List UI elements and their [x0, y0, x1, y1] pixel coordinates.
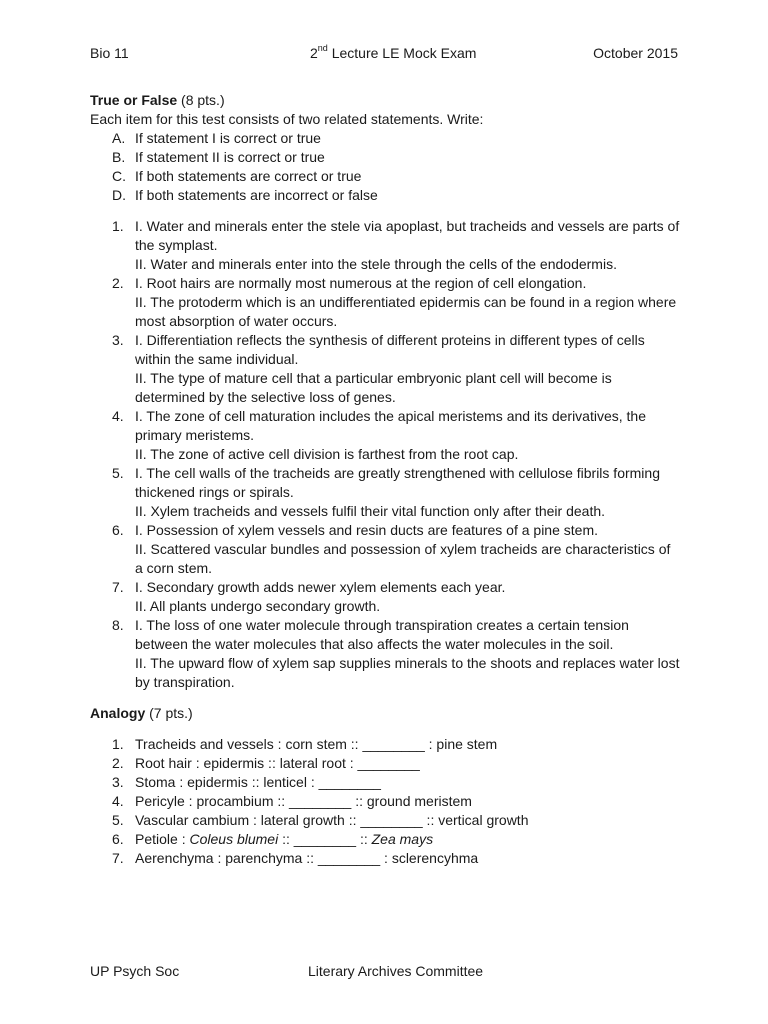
committee-name: Literary Archives Committee — [308, 963, 484, 979]
analogy-item: 5. Vascular cambium : lateral growth :: ________ :: vertical growth — [112, 812, 529, 828]
answer-choices — [90, 129, 682, 205]
page-header — [90, 44, 678, 64]
analogy-item: 1. Tracheids and vessels : corn stem :: ________ : pine stem — [112, 736, 498, 752]
question-item: 8. I. The loss of one water molecule through transpiration creates a certain tension between the water molecules that also affects the water molecules in the soil. II. The upward flow of xylem sap supplies minerals to the shoots and replaces water lost by transpiration. — [112, 617, 680, 690]
exam-date: October 2015 — [593, 45, 678, 61]
analogy-item: 6. Petiole : Coleus blumei :: ________ :: Zea mays — [112, 831, 434, 847]
analogy-item: 7. Aerenchyma : parenchyma :: ________ : sclerencyhma — [112, 850, 479, 866]
question-item: 5. I. The cell walls of the tracheids are greatly strengthened with cellulose fibrils forming thickened rings or spirals. II. Xylem tracheids and vessels fulfil their vital function only after their death. — [112, 465, 660, 519]
choice-item: B. If statement II is correct or true — [112, 149, 325, 165]
choice-item: D. If both statements are incorrect or false — [112, 187, 378, 203]
true-false-items — [90, 217, 682, 692]
question-item: 1. I. Water and minerals enter the stele via apoplast, but tracheids and vessels are parts of the symplast. II. Water and minerals enter into the stele through the cells of the endodermis. — [112, 218, 680, 272]
choice-item: C. If both statements are correct or true — [112, 168, 362, 184]
question-item: 6. I. Possession of xylem vessels and resin ducts are features of a pine stem. II. Scattered vascular bundles and possession of xylem tracheids are characteristics of a corn stem. — [112, 522, 671, 576]
course-code: Bio 11 — [90, 45, 129, 61]
true-false-instructions: Each item for this test consists of two related statements. Write: — [90, 111, 484, 127]
organization-name: UP Psych Soc — [90, 963, 180, 979]
page-footer — [90, 962, 678, 982]
true-false-heading: True or False (8 pts.) — [90, 92, 225, 108]
analogy-item: 3. Stoma : epidermis :: lenticel : ________ — [112, 774, 381, 790]
analogy-heading: Analogy (7 pts.) — [90, 705, 193, 721]
question-item: 7. I. Secondary growth adds newer xylem elements each year. II. All plants undergo secondary growth. — [112, 579, 506, 614]
analogy-items — [90, 735, 682, 868]
exam-body — [90, 91, 682, 868]
question-item: 3. I. Differentiation reflects the synthesis of different proteins in different types of cells within the same individual. II. The type of mature cell that a particular embryonic plant cell will become is determined by the selective loss of genes. — [112, 332, 645, 405]
question-item: 4. I. The zone of cell maturation includes the apical meristems and its derivatives, the primary meristems. II. The zone of active cell division is farthest from the root cap. — [112, 408, 646, 462]
question-item: 2. I. Root hairs are normally most numerous at the region of cell elongation. II. The protoderm which is an undifferentiated epidermis can be found in a region where most absorption of water occurs. — [112, 275, 677, 329]
exam-title: 2nd Lecture LE Mock Exam — [310, 43, 477, 61]
choice-item: A. If statement I is correct or true — [112, 130, 321, 146]
analogy-item: 2. Root hair : epidermis :: lateral root : ________ — [112, 755, 420, 771]
analogy-item: 4. Pericyle : procambium :: ________ :: ground meristem — [112, 793, 472, 809]
